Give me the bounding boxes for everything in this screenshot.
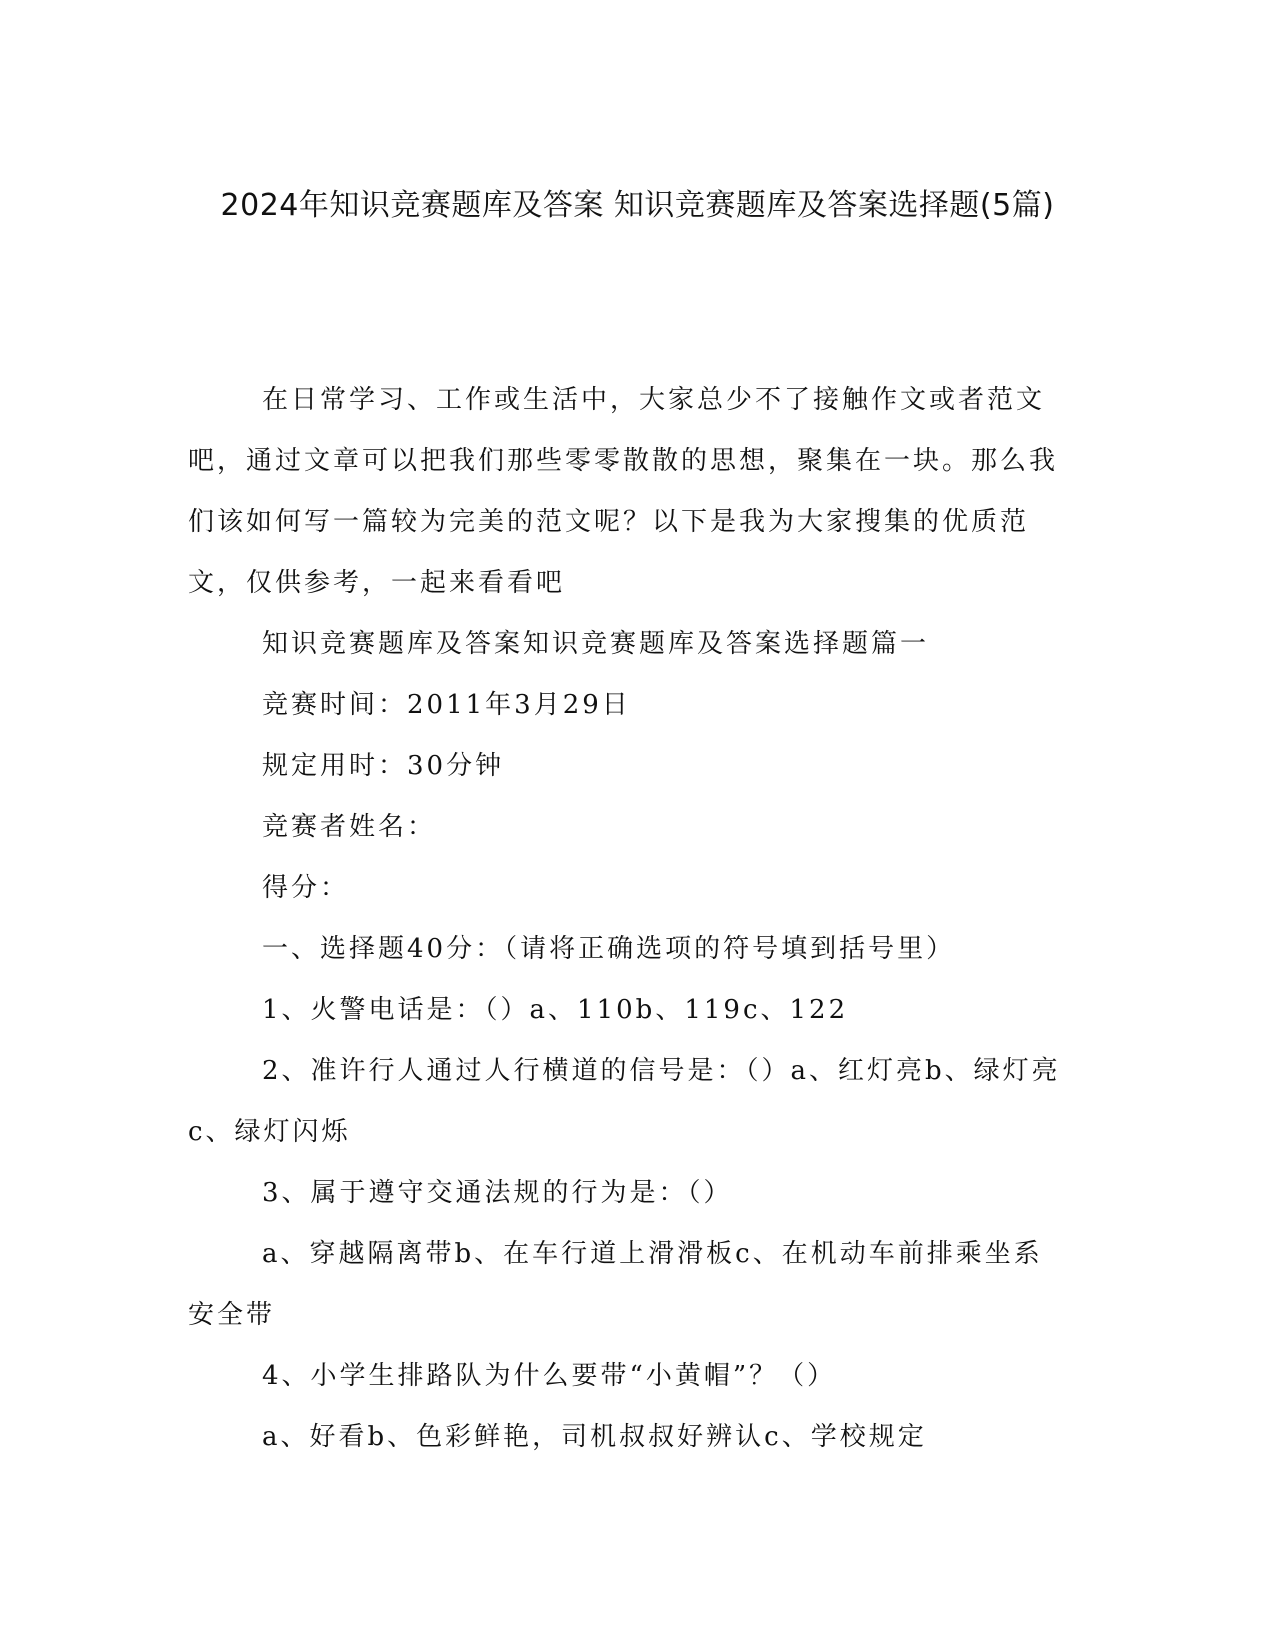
score: 得分： [262, 873, 350, 903]
question-2: 2、准许行人通过人行横道的信号是：（）a、红灯亮b、绿灯亮c、绿灯闪烁 [188, 1056, 1061, 1147]
question-4-options: a、好看b、色彩鲜艳，司机叔叔好辨认c、学校规定 [262, 1422, 927, 1452]
question-1: 1、火警电话是：（）a、110b、119c、122 [262, 995, 849, 1025]
intro-paragraph: 在日常学习、工作或生活中，大家总少不了接触作文或者范文吧，通过文章可以把我们那些零零散散的思想，聚集在一块。那么我们该如何写一篇较为完美的范文呢？以下是我为大家搜集的优质范文，仅供参考，一起来看看吧 [188, 385, 1059, 598]
section-heading: 知识竞赛题库及答案知识竞赛题库及答案选择题篇一 [262, 629, 930, 659]
contest-time: 竞赛时间：2011年3月29日 [262, 690, 631, 720]
contestant-name: 竞赛者姓名： [262, 812, 437, 842]
document-body [188, 370, 1068, 1468]
question-section-heading: 一、选择题40分：（请将正确选项的符号填到括号里） [262, 934, 956, 964]
time-limit: 规定用时：30分钟 [262, 751, 505, 781]
question-3-options: a、穿越隔离带b、在车行道上滑滑板c、在机动车前排乘坐系安全带 [188, 1239, 1043, 1330]
question-3: 3、属于遵守交通法规的行为是：（） [262, 1178, 733, 1208]
question-4: 4、小学生排路队为什么要带“小黄帽”？（） [262, 1361, 837, 1391]
document-title: 2024年知识竞赛题库及答案 知识竞赛题库及答案选择题(5篇) [220, 188, 1055, 223]
